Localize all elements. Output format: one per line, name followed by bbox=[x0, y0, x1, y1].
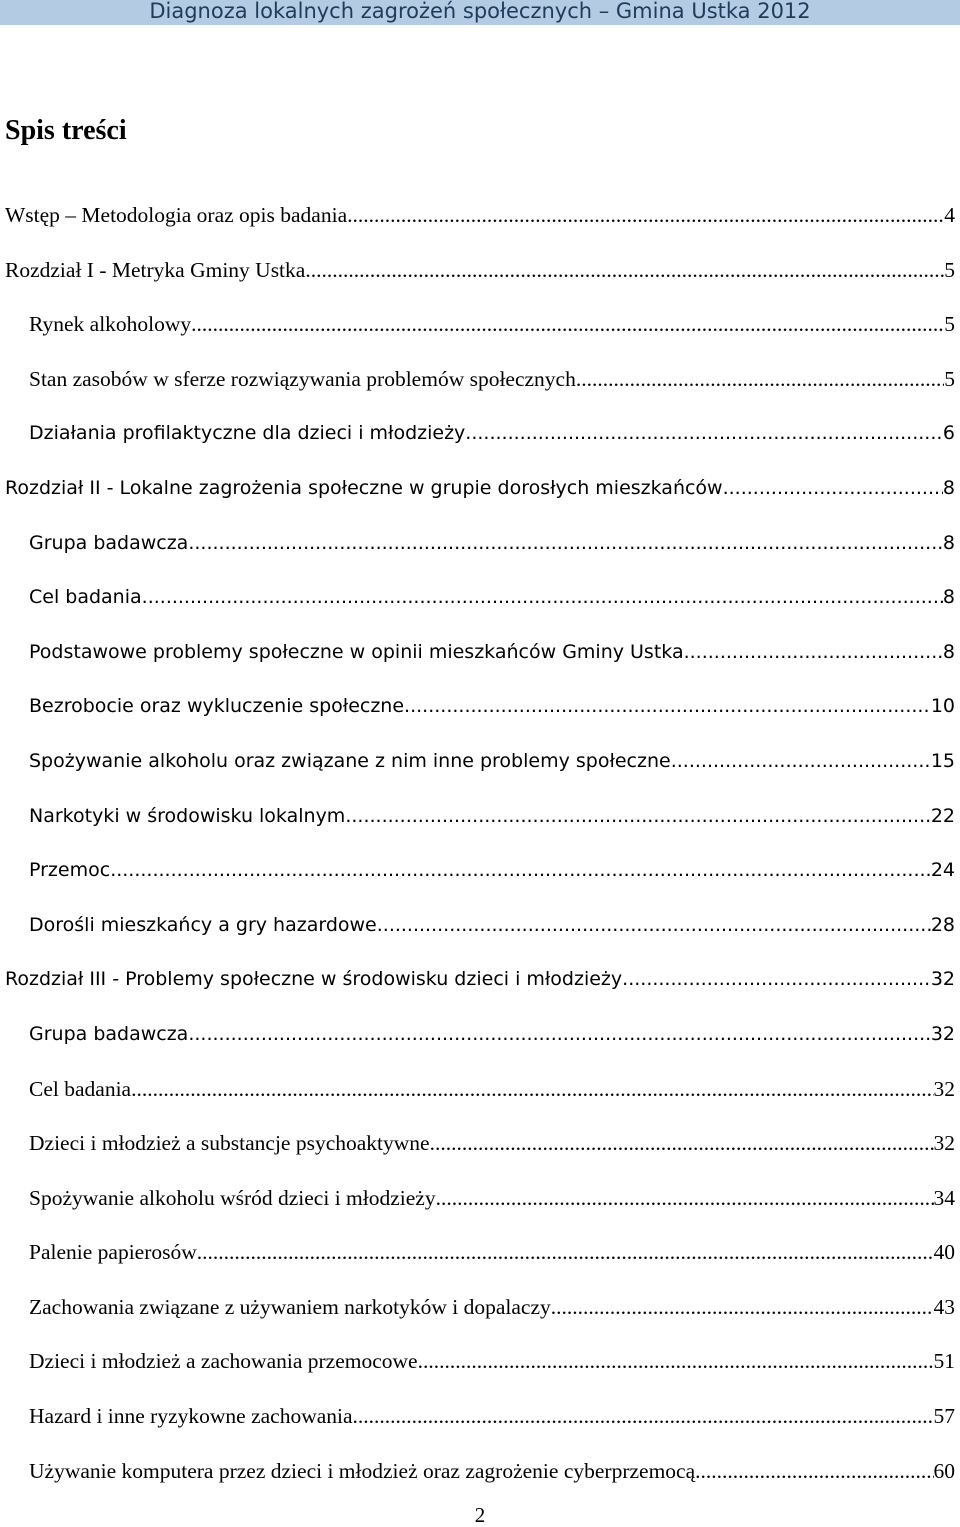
toc-entry[interactable] bbox=[5, 582, 955, 637]
toc-dot-leader bbox=[131, 1074, 933, 1104]
toc-entry[interactable] bbox=[5, 255, 955, 310]
toc-entry[interactable] bbox=[5, 200, 955, 255]
toc-entry-page: 5 bbox=[944, 366, 955, 391]
toc-entry-page: 6 bbox=[942, 422, 955, 445]
toc-dot-leader bbox=[436, 1183, 934, 1213]
toc-entry-page: 28 bbox=[930, 913, 955, 936]
toc-dot-leader bbox=[305, 255, 944, 285]
toc-entry-page: 51 bbox=[933, 1349, 955, 1374]
toc-dot-leader bbox=[671, 746, 931, 776]
toc-dot-leader bbox=[197, 1237, 934, 1267]
toc-dot-leader bbox=[191, 309, 944, 339]
toc-dot-leader bbox=[695, 1456, 933, 1486]
toc-entry-page: 57 bbox=[933, 1404, 955, 1429]
toc-entry-label: Bezrobocie oraz wykluczenie społeczne bbox=[29, 695, 405, 718]
toc-entry-page: 40 bbox=[933, 1240, 955, 1265]
toc-entry-page: 10 bbox=[930, 695, 955, 718]
toc-entry-page: 8 bbox=[942, 640, 955, 663]
toc-entry[interactable] bbox=[5, 746, 955, 801]
toc-entry-page: 32 bbox=[933, 1076, 955, 1101]
toc-entry[interactable] bbox=[5, 528, 955, 583]
toc-entry-page: 34 bbox=[933, 1185, 955, 1210]
header-title: Diagnoza lokalnych zagrożeń społecznych – Gmina Ustka 2012 bbox=[149, 0, 811, 23]
running-header bbox=[0, 0, 960, 25]
toc-entry[interactable] bbox=[5, 855, 955, 910]
toc-entry-label: Grupa badawcza bbox=[29, 531, 189, 554]
toc-entry-label: Narkotyki w środowisku lokalnym bbox=[29, 804, 346, 827]
toc-entry-label: Stan zasobów w sferze rozwiązywania problemów społecznych bbox=[29, 366, 576, 391]
toc-entry-page: 60 bbox=[933, 1458, 955, 1483]
toc-entry-label: Rozdział I - Metryka Gminy Ustka bbox=[5, 257, 306, 282]
toc-entry-label: Działania profilaktyczne dla dzieci i młodzieży bbox=[29, 422, 466, 445]
toc-dot-leader bbox=[430, 1128, 934, 1158]
toc-dot-leader bbox=[188, 528, 943, 558]
toc-dot-leader bbox=[418, 1346, 934, 1376]
toc-entry-label: Cel badania bbox=[29, 1076, 132, 1101]
toc-entry-page: 22 bbox=[930, 804, 955, 827]
toc-entry-label: Wstęp – Metodologia oraz opis badania bbox=[5, 203, 348, 227]
toc-dot-leader bbox=[576, 364, 944, 394]
toc-entry-label: Spożywanie alkoholu wśród dzieci i młodzieży bbox=[29, 1185, 436, 1210]
toc-entry-page: 8 bbox=[942, 476, 955, 499]
toc-entry[interactable] bbox=[5, 1237, 955, 1292]
toc-dot-leader bbox=[622, 964, 931, 994]
toc-dot-leader bbox=[347, 200, 944, 230]
toc-entry[interactable] bbox=[5, 637, 955, 692]
toc-entry-page: 8 bbox=[942, 531, 955, 554]
toc-entry-label: Rynek alkoholowy bbox=[29, 312, 192, 337]
toc-title: Spis treści bbox=[5, 115, 127, 146]
toc-dot-leader bbox=[551, 1292, 934, 1322]
toc-dot-leader bbox=[188, 1019, 930, 1049]
toc-entry-page: 8 bbox=[942, 586, 955, 609]
toc-entry-page: 15 bbox=[930, 749, 955, 772]
page-number: 2 bbox=[474, 1503, 486, 1527]
toc-entry-label: Używanie komputera przez dzieci i młodzież oraz zagrożenie cyberprzemocą bbox=[29, 1458, 696, 1483]
toc-entry-label: Spożywanie alkoholu oraz związane z nim inne problemy społeczne bbox=[29, 749, 671, 772]
toc-dot-leader bbox=[142, 582, 943, 612]
toc-dot-leader bbox=[377, 910, 931, 940]
toc-dot-leader bbox=[110, 855, 931, 885]
toc-entry-page: 24 bbox=[930, 859, 955, 882]
toc-entry-label: Grupa badawcza bbox=[29, 1022, 189, 1045]
toc-entry-page: 5 bbox=[944, 257, 955, 282]
toc-entry[interactable] bbox=[5, 1019, 955, 1074]
toc-dot-leader bbox=[345, 801, 930, 831]
toc-entry-label: Dzieci i młodzież a zachowania przemocowe bbox=[29, 1349, 418, 1374]
toc-entry[interactable] bbox=[5, 910, 955, 965]
toc-entry-label: Hazard i inne ryzykowne zachowania bbox=[29, 1404, 353, 1429]
toc-entry[interactable] bbox=[5, 364, 955, 419]
toc-dot-leader bbox=[404, 691, 931, 721]
toc-entry-page: 4 bbox=[944, 203, 955, 227]
toc-entry-page: 32 bbox=[930, 968, 955, 991]
toc-entry-label: Zachowania związane z używaniem narkotyków i dopalaczy bbox=[29, 1294, 551, 1319]
toc-dot-leader bbox=[684, 637, 943, 667]
toc-entry[interactable] bbox=[5, 1292, 955, 1347]
toc-entry-label: Dzieci i młodzież a substancje psychoaktywne bbox=[29, 1131, 430, 1156]
toc-entry[interactable] bbox=[5, 309, 955, 364]
table-of-contents bbox=[5, 200, 955, 1510]
toc-entry[interactable] bbox=[5, 1401, 955, 1456]
toc-entry-page: 32 bbox=[933, 1131, 955, 1156]
toc-dot-leader bbox=[723, 473, 943, 503]
toc-entry-label: Rozdział III - Problemy społeczne w środowisku dzieci i młodzieży bbox=[5, 968, 623, 991]
toc-entry[interactable] bbox=[5, 964, 955, 1019]
toc-dot-leader bbox=[465, 418, 943, 448]
toc-entry[interactable] bbox=[5, 1346, 955, 1401]
toc-entry-label: Rozdział II - Lokalne zagrożenia społeczne w grupie dorosłych mieszkańców bbox=[5, 476, 723, 499]
toc-entry[interactable] bbox=[5, 801, 955, 856]
toc-entry-page: 5 bbox=[944, 312, 955, 337]
toc-entry[interactable] bbox=[5, 1183, 955, 1238]
toc-entry[interactable] bbox=[5, 418, 955, 473]
toc-entry[interactable] bbox=[5, 473, 955, 528]
toc-entry-page: 32 bbox=[930, 1022, 955, 1045]
toc-entry-label: Palenie papierosów bbox=[29, 1240, 197, 1265]
toc-entry[interactable] bbox=[5, 1128, 955, 1183]
toc-entry[interactable] bbox=[5, 691, 955, 746]
toc-entry-page: 43 bbox=[933, 1294, 955, 1319]
toc-entry-label: Przemoc bbox=[29, 859, 111, 882]
toc-entry[interactable] bbox=[5, 1074, 955, 1129]
toc-entry-label: Cel badania bbox=[29, 586, 142, 609]
toc-dot-leader bbox=[353, 1401, 934, 1431]
toc-entry-label: Podstawowe problemy społeczne w opinii mieszkańców Gminy Ustka bbox=[29, 640, 684, 663]
toc-entry-label: Dorośli mieszkańcy a gry hazardowe bbox=[29, 913, 377, 936]
